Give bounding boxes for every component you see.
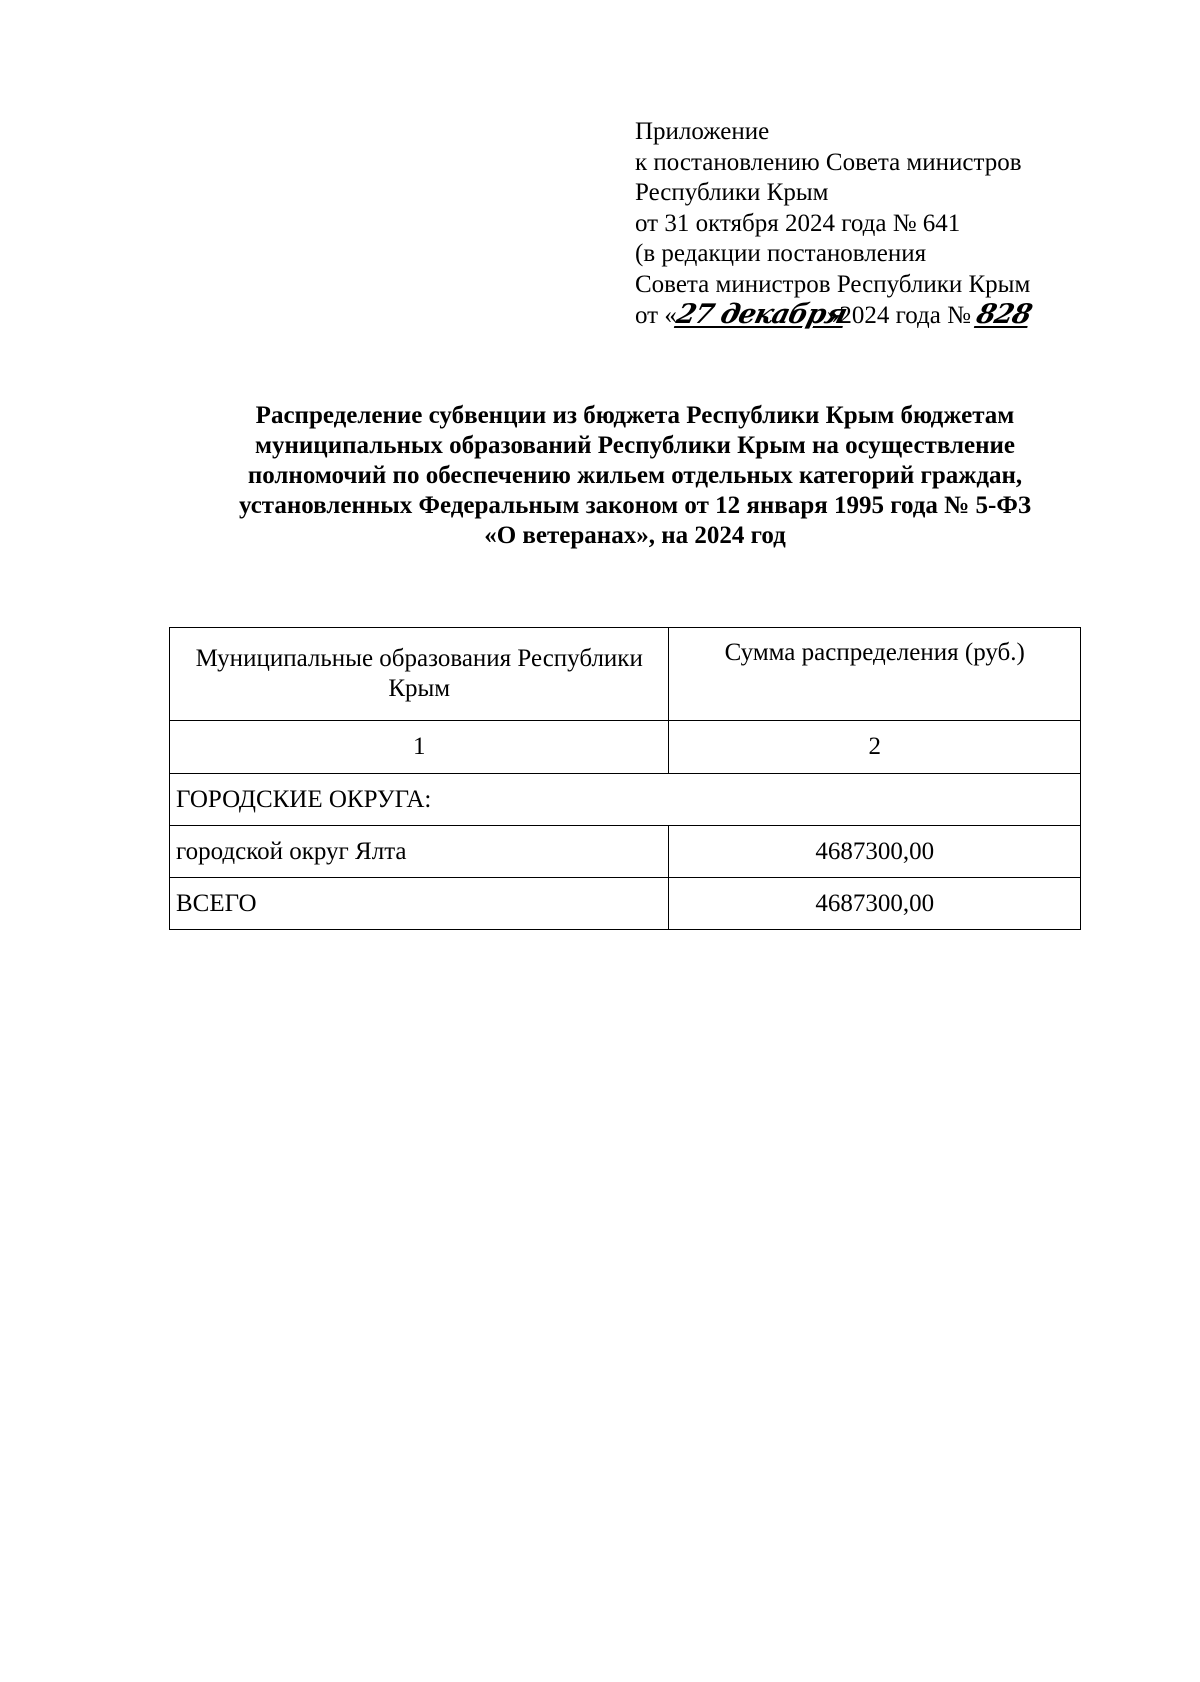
table-section-row	[170, 774, 1081, 826]
municipality-amount: 4687300,00	[669, 826, 1081, 878]
title-line: полномочий по обеспечению жильем отдельных категорий граждан,	[247, 462, 1023, 489]
title-line: Распределение субвенции из бюджета Республики Крым бюджетам	[255, 402, 1015, 429]
title-line: «О ветеранах», на 2024 год	[484, 522, 786, 549]
handwritten-date: 27 декабря	[673, 299, 850, 330]
title-line: муниципальных образований Республики Крым на осуществление	[254, 432, 1016, 459]
appendix-line: (в редакции постановления	[635, 240, 927, 267]
table-row	[170, 826, 1081, 878]
handwritten-number: 828	[973, 299, 1035, 330]
table-total-row	[170, 878, 1081, 930]
header-municipalities: Муниципальные образования Республики Крым	[170, 628, 669, 721]
appendix-block	[635, 117, 1095, 332]
section-title: ГОРОДСКИЕ ОКРУГА:	[170, 774, 1081, 826]
municipality-name: городской округ Ялта	[170, 826, 669, 878]
table-number-row	[170, 721, 1081, 774]
total-amount: 4687300,00	[669, 878, 1081, 930]
title-line: установленных Федеральным законом от 12 января 1995 года № 5-ФЗ	[238, 492, 1032, 519]
appendix-line: Совета министров Республики Крым	[635, 270, 1031, 298]
distribution-table	[169, 627, 1081, 930]
table-header-row	[170, 628, 1081, 721]
document-title	[160, 401, 1110, 551]
appendix-line: Приложение	[635, 118, 770, 145]
column-number-2: 2	[669, 721, 1081, 774]
date-prefix: от «	[635, 302, 677, 329]
appendix-line: Республики Крым	[635, 179, 829, 206]
appendix-date-line	[635, 300, 1095, 332]
date-middle: »2024 года №	[826, 302, 971, 329]
appendix-line: к постановлению Совета министров	[635, 148, 1022, 176]
total-label: ВСЕГО	[170, 878, 669, 930]
column-number-1: 1	[170, 721, 669, 774]
appendix-line: от 31 октября 2024 года № 641	[635, 209, 961, 237]
header-amount: Сумма распределения (руб.)	[669, 628, 1081, 721]
